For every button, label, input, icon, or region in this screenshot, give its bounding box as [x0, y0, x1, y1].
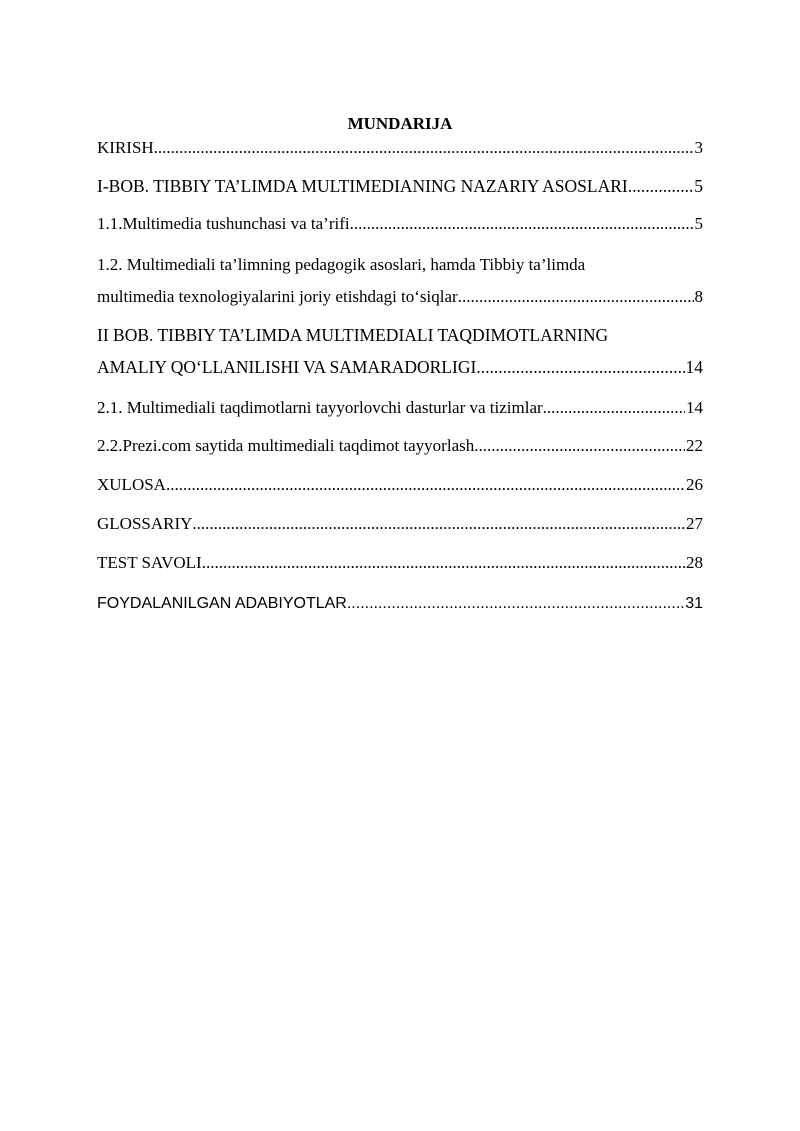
toc-entry-line1: 1.2. Multimediali ta’limning pedagogik asoslari, hamda Tibbiy ta’limda — [97, 255, 586, 274]
dot-leader — [202, 551, 685, 575]
dot-leader — [476, 355, 684, 379]
toc-entry-page: 27 — [686, 514, 703, 533]
toc-entry-test-savoli[interactable] — [97, 551, 703, 575]
toc-entry-page: 28 — [686, 553, 703, 572]
toc-entry-glossariy[interactable] — [97, 512, 703, 536]
toc-entry-text: multimedia texnologiyalarini joriy etishdagi to‘siqlar — [97, 287, 458, 306]
dot-leader — [192, 512, 685, 536]
toc-entry-line1: II BOB. TIBBIY TA’LIMDA MULTIMEDIALI TAQDIMOTLARNING — [97, 325, 609, 345]
toc-entry-text: TEST SAVOLI — [97, 553, 202, 572]
toc-entry-page: 5 — [694, 214, 703, 233]
toc-entry-text: GLOSSARIY — [97, 514, 193, 533]
toc-entry-page: 14 — [686, 398, 703, 417]
toc-entry-page: 14 — [685, 357, 703, 377]
toc-title: MUNDARIJA — [347, 114, 453, 133]
toc-entry-chapter-2[interactable] — [97, 323, 703, 379]
dot-leader — [347, 592, 684, 616]
toc-entry-text: FOYDALANILGAN ADABIYOTLAR — [97, 595, 347, 612]
toc-entry-text: AMALIY QO‘LLANILISHI VA SAMARADORLIGI — [97, 357, 477, 377]
toc-entry-page: 8 — [694, 287, 703, 306]
toc-entry-adabiyotlar[interactable] — [97, 592, 703, 616]
toc-entry-text: XULOSA — [97, 475, 166, 494]
toc-entry-page: 26 — [686, 475, 703, 494]
toc-entry-page: 5 — [694, 176, 703, 196]
toc-entry-text: 2.1. Multimediali taqdimotlarni tayyorlovchi dasturlar va tizimlar — [97, 398, 543, 417]
dot-leader — [350, 212, 694, 236]
toc-entry-text: 2.2.Prezi.com saytida multimediali taqdimot tayyorlash — [97, 436, 475, 455]
toc-entry-chapter-1[interactable] — [97, 174, 703, 198]
dot-leader — [154, 136, 694, 160]
dot-leader — [628, 174, 694, 198]
toc-entry-xulosa[interactable] — [97, 473, 703, 497]
dot-leader — [166, 473, 685, 497]
dot-leader — [458, 285, 694, 309]
dot-leader — [543, 396, 685, 420]
toc-entry-section-2-2[interactable] — [97, 434, 703, 458]
toc-entry-section-2-1[interactable] — [97, 396, 703, 420]
dot-leader — [474, 434, 685, 458]
toc-entry-page: 3 — [694, 138, 703, 157]
toc-entry-page: 31 — [685, 595, 703, 612]
toc-entry-section-1-1[interactable] — [97, 212, 703, 236]
toc-entry-page: 22 — [686, 436, 703, 455]
toc-entry-text: KIRISH — [97, 138, 154, 157]
toc-entry-text: 1.1.Multimedia tushunchasi va ta’rifi — [97, 214, 350, 233]
toc-entry-section-1-2[interactable] — [97, 253, 703, 309]
toc-entry-text: I-BOB. TIBBIY TA’LIMDA MULTIMEDIANING NAZARIY ASOSLARI — [97, 176, 628, 196]
toc-entry-kirish[interactable] — [97, 136, 703, 160]
